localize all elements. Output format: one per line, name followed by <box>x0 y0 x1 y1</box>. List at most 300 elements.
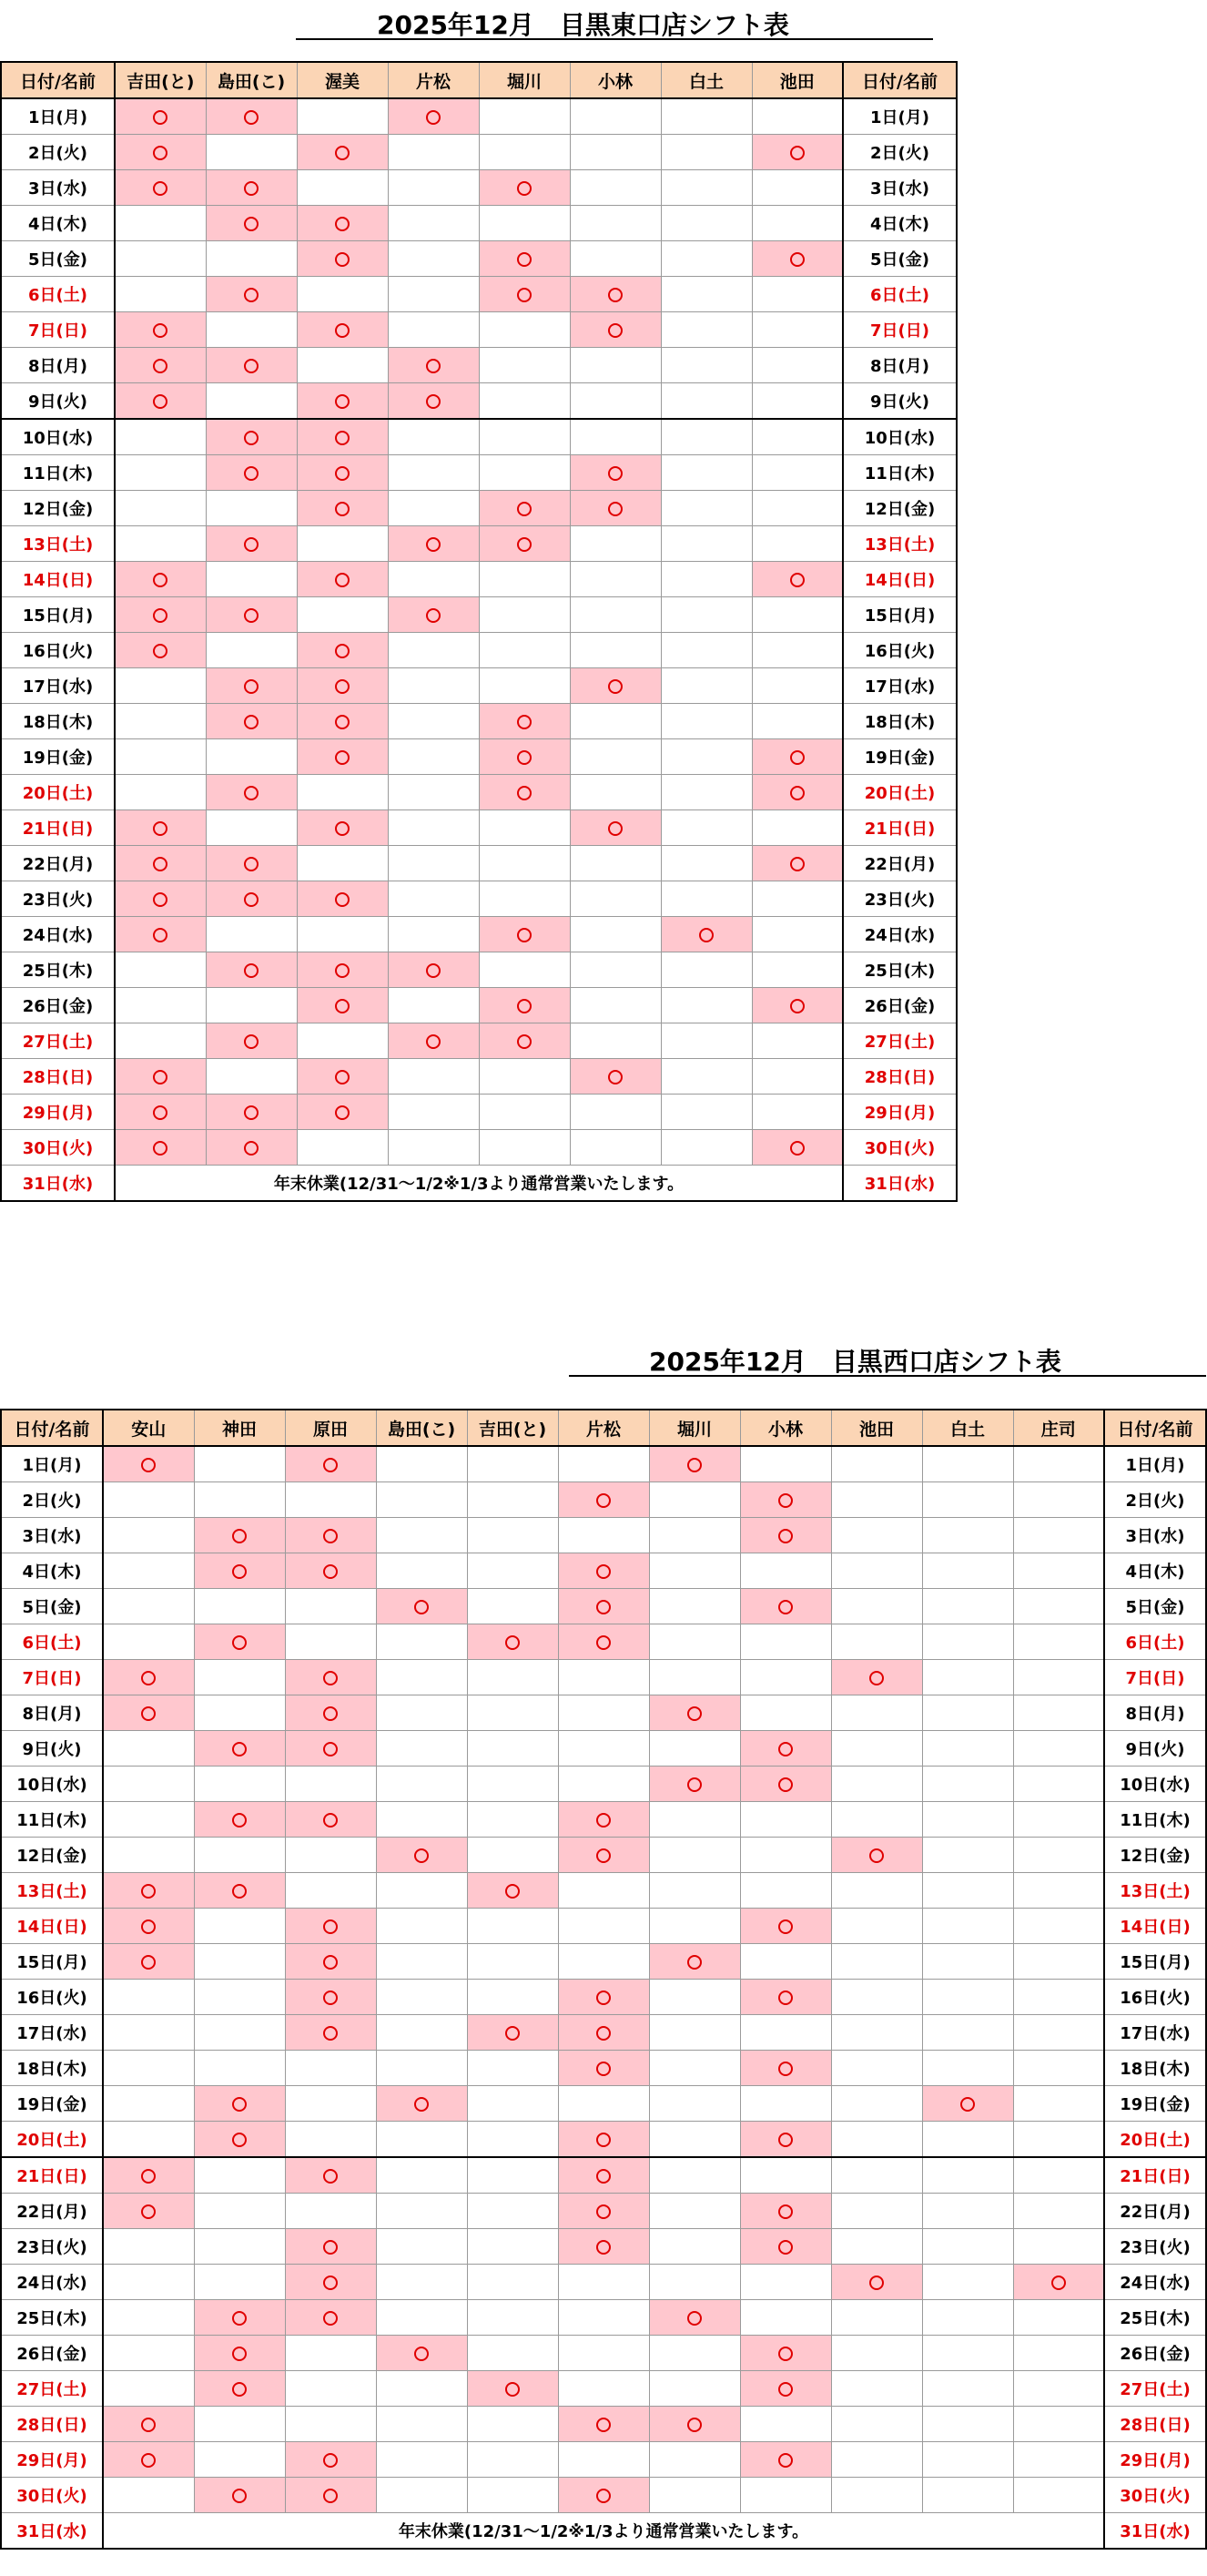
shift-cell-on <box>206 881 297 917</box>
west-title-underline <box>569 1375 1206 1377</box>
shift-cell-on <box>194 1731 285 1767</box>
day-row <box>1 1446 1206 1482</box>
shift-cell-on <box>115 562 206 597</box>
shift-cell <box>479 881 570 917</box>
shift-cell <box>467 1660 558 1695</box>
circle-mark-icon <box>141 1706 156 1721</box>
circle-mark-icon <box>869 2276 884 2290</box>
shift-cell-on <box>194 2300 285 2336</box>
circle-mark-icon <box>153 608 167 623</box>
shift-cell <box>376 2478 467 2513</box>
date-cell-right: 1日(月) <box>843 98 957 135</box>
shift-cell <box>388 846 479 881</box>
shift-cell <box>661 1023 752 1059</box>
day-row <box>1 455 957 491</box>
date-cell: 20日(土) <box>1 775 115 810</box>
circle-mark-icon <box>335 999 350 1013</box>
shift-cell <box>649 2265 740 2300</box>
shift-cell-on <box>103 1873 194 1909</box>
circle-mark-icon <box>141 2204 156 2219</box>
day-row <box>1 2265 1206 2300</box>
shift-cell <box>831 1589 922 1624</box>
staff-name-header: 堀川 <box>649 1410 740 1446</box>
shift-cell <box>649 1909 740 1944</box>
shift-cell <box>1013 2442 1104 2478</box>
date-cell-right: 18日(木) <box>843 704 957 739</box>
shift-cell <box>649 1482 740 1518</box>
staff-name-header: 片松 <box>558 1410 649 1446</box>
shift-cell-on <box>479 739 570 775</box>
shift-cell <box>831 1482 922 1518</box>
shift-cell <box>1013 1802 1104 1838</box>
shift-cell <box>194 1838 285 1873</box>
day-row <box>1 2122 1206 2158</box>
shift-cell <box>285 2336 376 2371</box>
shift-cell <box>740 2015 831 2051</box>
shift-cell <box>206 1059 297 1095</box>
shift-cell <box>649 1802 740 1838</box>
circle-mark-icon <box>778 1600 793 1614</box>
circle-mark-icon <box>153 1070 167 1084</box>
shift-cell-on <box>206 1095 297 1130</box>
circle-mark-icon <box>335 394 350 409</box>
date-cell: 10日(水) <box>1 1767 103 1802</box>
shift-cell-on <box>103 1944 194 1980</box>
date-cell: 28日(日) <box>1 1059 115 1095</box>
shift-cell-on <box>285 1518 376 1553</box>
shift-cell-on <box>752 846 843 881</box>
date-cell: 9日(火) <box>1 1731 103 1767</box>
shift-cell <box>558 1731 649 1767</box>
date-cell-right: 29日(月) <box>1104 2442 1206 2478</box>
circle-mark-icon <box>517 1034 532 1049</box>
shift-cell <box>467 2229 558 2265</box>
shift-cell-on <box>740 2336 831 2371</box>
shift-cell <box>649 1980 740 2015</box>
shift-cell-on <box>752 135 843 170</box>
circle-mark-icon <box>517 537 532 552</box>
shift-cell-on <box>649 1695 740 1731</box>
day-row <box>1 1059 957 1095</box>
date-cell: 3日(水) <box>1 170 115 206</box>
west-shift-table <box>0 1409 1207 2550</box>
date-cell-right: 14日(日) <box>843 562 957 597</box>
shift-cell-on <box>115 881 206 917</box>
shift-cell <box>194 1695 285 1731</box>
shift-cell-on <box>103 2407 194 2442</box>
date-cell: 4日(木) <box>1 206 115 241</box>
shift-cell <box>922 1482 1013 1518</box>
shift-cell <box>376 2300 467 2336</box>
circle-mark-icon <box>426 359 441 373</box>
shift-cell <box>752 810 843 846</box>
staff-name-header: 吉田(と) <box>115 62 206 98</box>
date-cell-right: 31日(水) <box>1104 2513 1206 2550</box>
shift-cell <box>740 2157 831 2194</box>
shift-cell <box>285 2194 376 2229</box>
date-cell: 21日(日) <box>1 810 115 846</box>
circle-mark-icon <box>232 1884 247 1899</box>
shift-cell <box>479 633 570 668</box>
shift-cell <box>194 1660 285 1695</box>
shift-cell <box>570 135 661 170</box>
shift-cell-on <box>297 241 388 277</box>
shift-cell <box>752 206 843 241</box>
date-cell: 26日(金) <box>1 988 115 1023</box>
shift-cell-on <box>297 668 388 704</box>
shift-cell <box>661 881 752 917</box>
shift-cell <box>297 348 388 383</box>
date-cell: 22日(月) <box>1 846 115 881</box>
shift-cell <box>285 2051 376 2086</box>
shift-cell <box>661 739 752 775</box>
date-cell: 20日(土) <box>1 2122 103 2158</box>
day-row <box>1 846 957 881</box>
circle-mark-icon <box>790 999 805 1013</box>
shift-cell-on <box>194 1553 285 1589</box>
circle-mark-icon <box>232 1813 247 1828</box>
shift-cell <box>285 1624 376 1660</box>
shift-cell <box>388 135 479 170</box>
shift-cell <box>661 491 752 526</box>
circle-mark-icon <box>244 608 259 623</box>
circle-mark-icon <box>778 1493 793 1508</box>
shift-cell-on <box>570 277 661 312</box>
circle-mark-icon <box>517 715 532 729</box>
shift-cell <box>831 1980 922 2015</box>
shift-cell <box>1013 2336 1104 2371</box>
date-cell-right: 23日(火) <box>843 881 957 917</box>
circle-mark-icon <box>687 1706 702 1721</box>
day-row <box>1 2157 1206 2194</box>
shift-cell <box>388 419 479 455</box>
shift-cell-on <box>206 419 297 455</box>
shift-cell <box>1013 1980 1104 2015</box>
circle-mark-icon <box>153 1141 167 1156</box>
shift-cell <box>661 988 752 1023</box>
shift-cell <box>194 1944 285 1980</box>
date-cell: 7日(日) <box>1 312 115 348</box>
shift-cell-on <box>206 455 297 491</box>
shift-cell <box>570 1130 661 1166</box>
circle-mark-icon <box>244 679 259 694</box>
circle-mark-icon <box>323 2240 338 2255</box>
shift-cell <box>1013 2194 1104 2229</box>
shift-cell <box>1013 2407 1104 2442</box>
shift-cell <box>297 775 388 810</box>
date-cell-right: 23日(火) <box>1104 2229 1206 2265</box>
shift-cell <box>467 2051 558 2086</box>
shift-cell <box>831 1802 922 1838</box>
shift-cell <box>831 2194 922 2229</box>
shift-cell <box>661 1059 752 1095</box>
staff-name-header: 島田(こ) <box>376 1410 467 1446</box>
day-row <box>1 562 957 597</box>
shift-cell <box>376 2442 467 2478</box>
date-cell-right: 16日(火) <box>843 633 957 668</box>
shift-cell <box>752 668 843 704</box>
shift-cell <box>467 1944 558 1980</box>
shift-cell <box>297 917 388 952</box>
shift-cell <box>922 1553 1013 1589</box>
day-row <box>1 1518 1206 1553</box>
shift-cell <box>752 881 843 917</box>
shift-cell <box>661 846 752 881</box>
shift-cell-on <box>558 2157 649 2194</box>
shift-cell <box>467 2300 558 2336</box>
date-cell: 7日(日) <box>1 1660 103 1695</box>
circle-mark-icon <box>608 1070 623 1084</box>
shift-cell <box>752 170 843 206</box>
shift-cell <box>194 1909 285 1944</box>
shift-cell <box>570 383 661 420</box>
shift-cell <box>752 455 843 491</box>
shift-cell-on <box>570 312 661 348</box>
day-row <box>1 739 957 775</box>
shift-cell-on <box>206 526 297 562</box>
circle-mark-icon <box>232 2097 247 2112</box>
shift-cell-on <box>467 2371 558 2407</box>
shift-cell-on <box>297 739 388 775</box>
shift-cell <box>570 98 661 135</box>
day-row <box>1 1767 1206 1802</box>
day-row <box>1 1909 1206 1944</box>
circle-mark-icon <box>790 1141 805 1156</box>
shift-cell <box>831 2371 922 2407</box>
circle-mark-icon <box>505 1884 520 1899</box>
shift-cell <box>479 846 570 881</box>
shift-cell <box>649 2086 740 2122</box>
shift-cell <box>479 383 570 420</box>
shift-cell <box>376 2371 467 2407</box>
shift-cell <box>388 917 479 952</box>
shift-cell <box>376 2229 467 2265</box>
shift-cell <box>103 1767 194 1802</box>
shift-cell <box>285 1838 376 1873</box>
shift-cell <box>115 241 206 277</box>
date-cell-right: 27日(土) <box>843 1023 957 1059</box>
shift-cell <box>831 2407 922 2442</box>
shift-cell <box>570 881 661 917</box>
shift-cell <box>922 1944 1013 1980</box>
shift-cell <box>740 2407 831 2442</box>
shift-cell <box>479 206 570 241</box>
shift-cell <box>467 1767 558 1802</box>
shift-cell <box>467 2157 558 2194</box>
shift-cell <box>467 2407 558 2442</box>
circle-mark-icon <box>596 2204 611 2219</box>
circle-mark-icon <box>596 2418 611 2432</box>
shift-cell-on <box>752 241 843 277</box>
date-cell-right: 10日(水) <box>843 419 957 455</box>
shift-cell <box>570 348 661 383</box>
shift-cell <box>922 2194 1013 2229</box>
shift-cell <box>194 1446 285 1482</box>
day-row <box>1 1695 1206 1731</box>
shift-cell-on <box>297 881 388 917</box>
shift-cell <box>285 1482 376 1518</box>
circle-mark-icon <box>141 2453 156 2468</box>
date-cell-right: 21日(日) <box>843 810 957 846</box>
day-row <box>1 1802 1206 1838</box>
circle-mark-icon <box>141 1884 156 1899</box>
circle-mark-icon <box>244 466 259 481</box>
shift-cell <box>831 1446 922 1482</box>
shift-cell <box>831 2086 922 2122</box>
shift-cell-on <box>649 1944 740 1980</box>
circle-mark-icon <box>323 1458 338 1472</box>
circle-mark-icon <box>790 750 805 765</box>
circle-mark-icon <box>323 2489 338 2503</box>
shift-cell <box>376 2122 467 2158</box>
shift-cell-on <box>103 2442 194 2478</box>
shift-cell <box>206 917 297 952</box>
shift-cell-on <box>467 2015 558 2051</box>
day-row <box>1 383 957 420</box>
shift-cell <box>831 1695 922 1731</box>
shift-cell-on <box>388 1023 479 1059</box>
shift-cell <box>922 2051 1013 2086</box>
shift-cell <box>558 1518 649 1553</box>
holiday-notice: 年末休業(12/31～1/2※1/3より通常営業いたします。 <box>103 2513 1104 2550</box>
date-cell: 31日(水) <box>1 2513 103 2550</box>
shift-cell <box>115 739 206 775</box>
date-cell: 30日(火) <box>1 1130 115 1166</box>
shift-cell-on <box>831 1660 922 1695</box>
circle-mark-icon <box>141 2418 156 2432</box>
shift-cell <box>922 2300 1013 2336</box>
circle-mark-icon <box>153 857 167 871</box>
staff-name-header: 池田 <box>831 1410 922 1446</box>
staff-name-header: 原田 <box>285 1410 376 1446</box>
date-cell-right: 4日(木) <box>843 206 957 241</box>
shift-cell <box>649 1518 740 1553</box>
date-cell: 24日(水) <box>1 2265 103 2300</box>
shift-cell <box>831 2051 922 2086</box>
shift-cell-on <box>285 1980 376 2015</box>
shift-cell <box>922 1873 1013 1909</box>
shift-cell <box>922 1695 1013 1731</box>
shift-cell <box>661 170 752 206</box>
shift-cell <box>479 810 570 846</box>
circle-mark-icon <box>153 359 167 373</box>
shift-cell-on <box>388 383 479 420</box>
day-row <box>1 1731 1206 1767</box>
day-row <box>1 170 957 206</box>
shift-cell-on <box>479 704 570 739</box>
date-cell: 28日(日) <box>1 2407 103 2442</box>
shift-cell <box>103 1589 194 1624</box>
date-cell-right: 16日(火) <box>1104 1980 1206 2015</box>
shift-cell <box>103 2122 194 2158</box>
circle-mark-icon <box>596 1564 611 1579</box>
circle-mark-icon <box>517 928 532 942</box>
circle-mark-icon <box>687 1955 702 1970</box>
shift-cell <box>376 1909 467 1944</box>
circle-mark-icon <box>426 608 441 623</box>
date-cell-right: 19日(金) <box>1104 2086 1206 2122</box>
shift-cell <box>661 633 752 668</box>
date-cell-right: 8日(月) <box>843 348 957 383</box>
shift-cell <box>649 2478 740 2513</box>
shift-cell <box>740 1446 831 1482</box>
shift-cell <box>1013 1553 1104 1589</box>
circle-mark-icon <box>517 999 532 1013</box>
shift-cell <box>206 562 297 597</box>
date-cell-right: 11日(木) <box>843 455 957 491</box>
shift-cell <box>376 1873 467 1909</box>
shift-cell <box>194 1482 285 1518</box>
circle-mark-icon <box>141 1919 156 1934</box>
staff-name-header: 片松 <box>388 62 479 98</box>
shift-cell <box>661 562 752 597</box>
shift-cell <box>467 1980 558 2015</box>
date-cell: 23日(火) <box>1 881 115 917</box>
shift-cell-on <box>479 491 570 526</box>
shift-cell <box>752 98 843 135</box>
shift-cell-on <box>570 1059 661 1095</box>
circle-mark-icon <box>232 2133 247 2147</box>
shift-cell-on <box>206 206 297 241</box>
shift-cell <box>570 562 661 597</box>
circle-mark-icon <box>596 2489 611 2503</box>
shift-cell-on <box>115 917 206 952</box>
shift-cell-on <box>479 1023 570 1059</box>
date-cell: 31日(水) <box>1 1166 115 1202</box>
shift-cell <box>103 1624 194 1660</box>
circle-mark-icon <box>335 323 350 338</box>
day-row <box>1 1624 1206 1660</box>
shift-cell <box>376 2407 467 2442</box>
circle-mark-icon <box>323 2026 338 2041</box>
circle-mark-icon <box>426 963 441 978</box>
circle-mark-icon <box>869 1671 884 1685</box>
date-cell: 15日(月) <box>1 1944 103 1980</box>
shift-cell <box>661 419 752 455</box>
circle-mark-icon <box>778 2382 793 2397</box>
shift-cell <box>752 1023 843 1059</box>
shift-cell-on <box>115 170 206 206</box>
shift-cell <box>194 2407 285 2442</box>
shift-cell-on <box>297 704 388 739</box>
shift-cell <box>479 419 570 455</box>
shift-cell-on <box>1013 2265 1104 2300</box>
date-cell: 9日(火) <box>1 383 115 420</box>
circle-mark-icon <box>335 217 350 231</box>
shift-cell <box>570 775 661 810</box>
shift-cell <box>922 2229 1013 2265</box>
shift-cell <box>831 2336 922 2371</box>
circle-mark-icon <box>687 1458 702 1472</box>
circle-mark-icon <box>414 1848 429 1863</box>
shift-cell <box>467 2478 558 2513</box>
shift-cell <box>1013 1767 1104 1802</box>
date-cell: 1日(月) <box>1 98 115 135</box>
shift-cell-on <box>285 2265 376 2300</box>
shift-cell <box>376 2051 467 2086</box>
shift-cell <box>649 1553 740 1589</box>
shift-cell-on <box>740 1589 831 1624</box>
circle-mark-icon <box>335 502 350 516</box>
shift-cell <box>1013 1589 1104 1624</box>
east-title-underline <box>296 38 933 40</box>
shift-cell-on <box>297 1059 388 1095</box>
date-cell-right: 15日(月) <box>1104 1944 1206 1980</box>
date-cell-right: 22日(月) <box>843 846 957 881</box>
shift-cell <box>467 2442 558 2478</box>
circle-mark-icon <box>608 679 623 694</box>
circle-mark-icon <box>323 1742 338 1756</box>
